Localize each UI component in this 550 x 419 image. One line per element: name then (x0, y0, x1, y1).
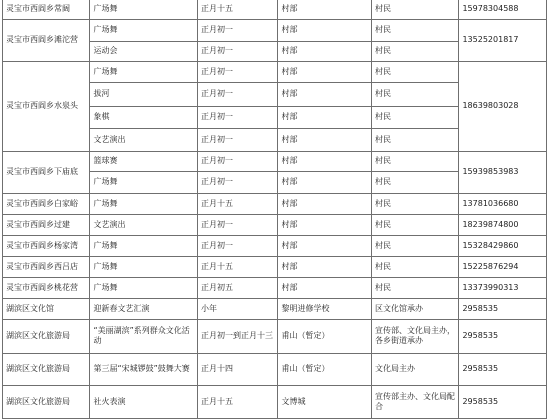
time-cell: 正月初一 (198, 41, 278, 61)
organizer-cell: 村民 (372, 151, 459, 171)
activity-cell: 广场舞 (90, 19, 198, 41)
time-cell: 正月初一 (198, 151, 278, 171)
table-row (3, 298, 547, 319)
table-row (3, 256, 547, 277)
activity-cell: 文艺演出 (90, 214, 198, 235)
venue-cell: 村部 (278, 171, 372, 193)
time-cell: 正月十四 (198, 353, 278, 385)
table-row (3, 235, 547, 256)
activity-cell: 运动会 (90, 41, 198, 61)
table-row (3, 151, 547, 171)
organizer-cell: 村民 (372, 19, 459, 41)
region-cell: 灵宝市西阎乡下庙底 (3, 151, 90, 193)
activity-cell: “美丽湖滨”系列群众文化活动 (90, 319, 198, 353)
organizer-cell: 村民 (372, 235, 459, 256)
venue-cell: 村部 (278, 235, 372, 256)
venue-cell: 村部 (278, 61, 372, 82)
region-cell: 灵宝市西阎乡过建 (3, 214, 90, 235)
time-cell: 正月初一 (198, 19, 278, 41)
venue-cell: 村部 (278, 41, 372, 61)
time-cell: 小年 (198, 298, 278, 319)
organizer-cell: 村民 (372, 128, 459, 151)
activity-cell: 广场舞 (90, 193, 198, 214)
region-cell: 灵宝市西阎乡杨家湾 (3, 235, 90, 256)
table-row (3, 61, 547, 82)
table-row (3, 385, 547, 418)
time-cell: 正月初一 (198, 82, 278, 106)
region-cell: 湖滨区文化旅游局 (3, 319, 90, 353)
activity-cell: 篮球赛 (90, 151, 198, 171)
region-cell: 灵宝市西阎乡水泉头 (3, 61, 90, 151)
venue-cell: 村部 (278, 82, 372, 106)
time-cell: 正月初一 (198, 106, 278, 128)
region-cell: 灵宝市西阎乡常阔 (3, 0, 90, 19)
activity-cell: 迎新春文艺汇演 (90, 298, 198, 319)
table-row (3, 0, 547, 19)
organizer-cell: 宣传部主办、文化局配合 (372, 385, 459, 418)
venue-cell: 村部 (278, 151, 372, 171)
venue-cell: 村部 (278, 19, 372, 41)
organizer-cell: 文化局主办 (372, 353, 459, 385)
table-row (3, 319, 547, 353)
time-cell: 正月十五 (198, 385, 278, 418)
time-cell: 正月初一 (198, 128, 278, 151)
venue-cell: 村部 (278, 0, 372, 19)
phone-cell: 15978304588 (459, 0, 547, 19)
time-cell: 正月初一 (198, 171, 278, 193)
activity-cell: 文艺演出 (90, 128, 198, 151)
time-cell: 正月初一 (198, 214, 278, 235)
region-cell: 灵宝市西阎乡滩沱营 (3, 19, 90, 61)
phone-cell: 15225876294 (459, 256, 547, 277)
activity-cell: 广场舞 (90, 61, 198, 82)
phone-cell: 15939853983 (459, 151, 547, 193)
phone-cell: 13525201817 (459, 19, 547, 61)
phone-cell: 18639803028 (459, 61, 547, 151)
organizer-cell: 村民 (372, 171, 459, 193)
venue-cell: 村部 (278, 214, 372, 235)
phone-cell: 13373990313 (459, 277, 547, 298)
region-cell: 灵宝市西阎乡西吕店 (3, 256, 90, 277)
venue-cell: 文博城 (278, 385, 372, 418)
activity-cell: 广场舞 (90, 171, 198, 193)
phone-cell: 15328429860 (459, 235, 547, 256)
venue-cell: 甫山（暂定） (278, 353, 372, 385)
organizer-cell: 宣传部、文化局主办，各乡街道承办 (372, 319, 459, 353)
activity-cell: 广场舞 (90, 277, 198, 298)
organizer-cell: 村民 (372, 41, 459, 61)
activity-cell: 第三届“宋城锣鼓”鼓舞大赛 (90, 353, 198, 385)
phone-cell: 2958535 (459, 298, 547, 319)
venue-cell: 村部 (278, 106, 372, 128)
time-cell: 正月初一 (198, 61, 278, 82)
time-cell: 正月十五 (198, 193, 278, 214)
activity-cell: 广场舞 (90, 256, 198, 277)
region-cell: 湖滨区文化旅游局 (3, 353, 90, 385)
time-cell: 正月初一 (198, 235, 278, 256)
region-cell: 灵宝市西阎乡桃花营 (3, 277, 90, 298)
phone-cell: 2958535 (459, 353, 547, 385)
event-table (2, 0, 547, 419)
venue-cell: 甫山（暂定） (278, 319, 372, 353)
activity-cell: 象棋 (90, 106, 198, 128)
time-cell: 正月十五 (198, 256, 278, 277)
organizer-cell: 村民 (372, 61, 459, 82)
phone-cell: 18239874800 (459, 214, 547, 235)
activity-cell: 广场舞 (90, 235, 198, 256)
phone-cell: 13781036680 (459, 193, 547, 214)
organizer-cell: 村民 (372, 214, 459, 235)
venue-cell: 黎明进修学校 (278, 298, 372, 319)
phone-cell: 2958535 (459, 385, 547, 418)
venue-cell: 村部 (278, 128, 372, 151)
venue-cell: 村部 (278, 193, 372, 214)
venue-cell: 村部 (278, 277, 372, 298)
table-row (3, 19, 547, 41)
organizer-cell: 村民 (372, 256, 459, 277)
organizer-cell: 村民 (372, 106, 459, 128)
table-row (3, 277, 547, 298)
activity-cell: 拔河 (90, 82, 198, 106)
region-cell: 灵宝市西阎乡白家峪 (3, 193, 90, 214)
organizer-cell: 区文化馆承办 (372, 298, 459, 319)
phone-cell: 2958535 (459, 319, 547, 353)
region-cell: 湖滨区文化馆 (3, 298, 90, 319)
time-cell: 正月初一到正月十三 (198, 319, 278, 353)
table-row (3, 214, 547, 235)
organizer-cell: 村民 (372, 0, 459, 19)
table-row (3, 193, 547, 214)
time-cell: 正月十五 (198, 0, 278, 19)
table-row (3, 353, 547, 385)
activity-cell: 广场舞 (90, 0, 198, 19)
organizer-cell: 村民 (372, 82, 459, 106)
activity-cell: 社火表演 (90, 385, 198, 418)
organizer-cell: 村民 (372, 193, 459, 214)
region-cell: 湖滨区文化旅游局 (3, 385, 90, 418)
time-cell: 正月初五 (198, 277, 278, 298)
organizer-cell: 村民 (372, 277, 459, 298)
venue-cell: 村部 (278, 256, 372, 277)
